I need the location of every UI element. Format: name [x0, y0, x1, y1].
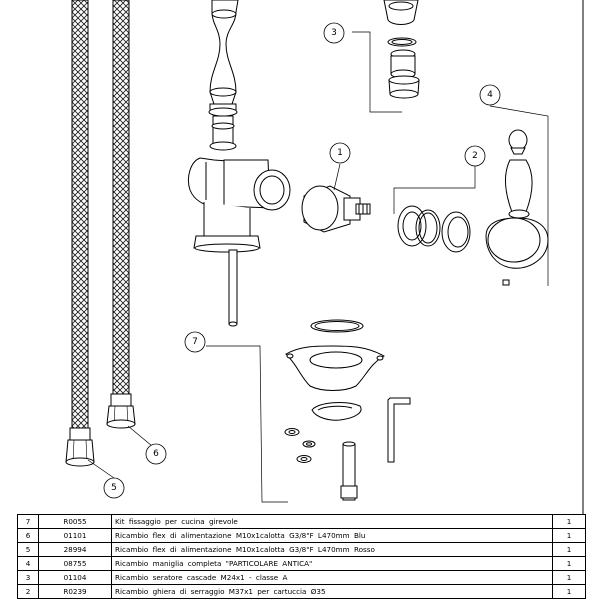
- callout-2: [465, 146, 485, 166]
- parts-table: [17, 514, 586, 599]
- row-quantity: 1: [553, 529, 586, 543]
- svg-text:4: 4: [487, 90, 493, 100]
- row-position: 5: [18, 543, 39, 557]
- flex-hose-blue: [107, 0, 135, 428]
- row-description: Ricambio ghiera di serraggio M37x1 per cartuccia Ø35: [112, 585, 553, 599]
- row-description: Ricambio seratore cascade M24x1 - classe A: [112, 571, 553, 585]
- row-position: 2: [18, 585, 39, 599]
- row-code: R0239: [39, 585, 112, 599]
- row-code: 08755: [39, 557, 112, 571]
- callout-5: [104, 478, 124, 498]
- table-row: [18, 571, 586, 585]
- table-row: [18, 585, 586, 599]
- row-quantity: 1: [553, 543, 586, 557]
- callout-4: [480, 85, 500, 105]
- svg-text:6: 6: [153, 449, 159, 459]
- row-code: 01101: [39, 529, 112, 543]
- row-position: 6: [18, 529, 39, 543]
- row-code: 01104: [39, 571, 112, 585]
- fixing-kit: [285, 320, 410, 500]
- row-quantity: 1: [553, 585, 586, 599]
- row-position: 3: [18, 571, 39, 585]
- row-code: 28994: [39, 543, 112, 557]
- row-quantity: 1: [553, 557, 586, 571]
- row-description: Ricambio maniglia completa "PARTICOLARE ANTICA": [112, 557, 553, 571]
- table-row: [18, 557, 586, 571]
- svg-text:1: 1: [337, 148, 343, 158]
- callout-3: [324, 23, 344, 43]
- svg-text:2: 2: [472, 151, 478, 161]
- handle: [486, 130, 548, 285]
- faucet-body: [188, 0, 290, 326]
- table-row: [18, 529, 586, 543]
- row-description: Ricambio flex di alimentazione M10x1calotta G3/8"F L470mm Rosso: [112, 543, 553, 557]
- row-quantity: 1: [553, 571, 586, 585]
- row-description: Kit fissaggio per cucina girevole: [112, 515, 553, 529]
- table-row: [18, 515, 586, 529]
- row-code: R0055: [39, 515, 112, 529]
- row-quantity: 1: [553, 515, 586, 529]
- svg-text:7: 7: [192, 337, 198, 347]
- row-position: 4: [18, 557, 39, 571]
- row-description: Ricambio flex di alimentazione M10x1calotta G3/8"F L470mm Blu: [112, 529, 553, 543]
- ring-nut-set: [398, 206, 470, 252]
- flex-hose-red: [66, 0, 94, 466]
- aerator-set: [384, 0, 419, 98]
- row-position: 7: [18, 515, 39, 529]
- table-row: [18, 543, 586, 557]
- cartridge: [302, 186, 370, 232]
- callout-1: [330, 143, 350, 163]
- leader-lines: [88, 32, 548, 502]
- callout-7: [185, 332, 205, 352]
- callout-6: [146, 444, 166, 464]
- svg-text:5: 5: [111, 483, 117, 493]
- svg-text:3: 3: [331, 28, 337, 38]
